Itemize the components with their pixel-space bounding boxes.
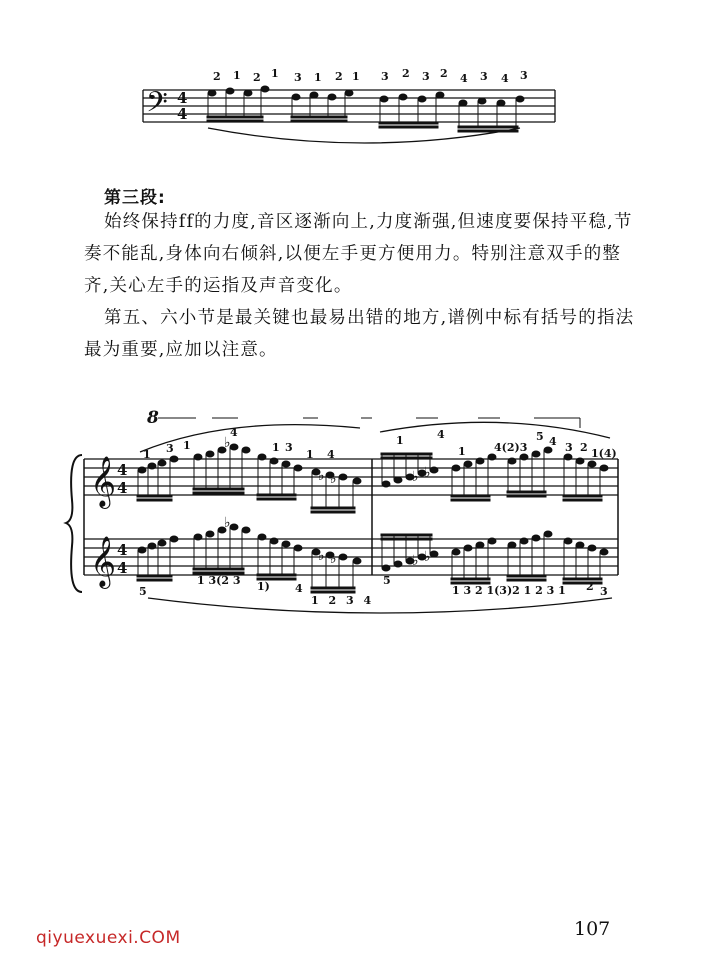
top-notes — [207, 86, 524, 132]
fingering: 3 — [480, 70, 488, 83]
svg-text:♭: ♭ — [224, 515, 231, 531]
fingering: 1 — [314, 71, 322, 84]
fingering: 5 — [383, 574, 391, 587]
paragraph-2: 第五、六小节是最关键也最易出错的地方,谱例中标有括号的指法最为重要,应加以注意。 — [84, 308, 635, 360]
fingering: 2 — [440, 67, 448, 80]
fingering: 4 — [460, 72, 468, 85]
treble-clef-upper: 𝄞 — [90, 456, 117, 507]
fingering: 3 — [422, 70, 430, 83]
fingering: 1 — [306, 448, 314, 461]
fingering: 3 — [565, 441, 573, 454]
fingering: 1(4) — [591, 447, 617, 460]
section-heading: 第三段: — [104, 188, 166, 208]
svg-text:♭: ♭ — [412, 469, 419, 485]
svg-text:♭: ♭ — [424, 465, 431, 481]
paragraph-1: 始终保持ff的力度,音区逐渐向上,力度渐强,但速度要保持平稳,节奏不能乱,身体向右倾斜,以便左手更方便用力。特别注意双手的整齐,关心左手的运指及声音变化。 — [84, 212, 633, 296]
fingering: 1 3 2 1(3)2 1 2 3 1 — [452, 584, 566, 597]
fingering: 2 — [335, 70, 343, 83]
grand-staff-brace — [66, 455, 82, 592]
octave-mark: 8 — [147, 408, 159, 428]
svg-text:♭: ♭ — [412, 553, 419, 569]
fingering: 4 — [230, 426, 238, 439]
fingering: 1) — [257, 580, 270, 593]
lower-notes-m1 — [137, 524, 361, 593]
fingering: 3 — [285, 441, 293, 454]
lower-flats — [224, 515, 337, 567]
fingering: 4 — [501, 72, 509, 85]
fingering: 4(2)3 — [494, 441, 528, 454]
fingering: 1 — [271, 67, 279, 80]
top-fingerings — [213, 67, 528, 85]
fingering: 2 — [253, 71, 261, 84]
time-sig-top-numerator: 4 — [177, 89, 188, 107]
time-sig-lower-num: 4 — [117, 541, 128, 559]
svg-text:♭: ♭ — [330, 471, 337, 487]
fingering: 1 — [396, 434, 404, 447]
time-sig-lower-den: 4 — [117, 559, 128, 577]
fingering: 1 2 3 4 — [311, 594, 375, 607]
svg-text:♭: ♭ — [224, 435, 231, 451]
fingering: 3 — [600, 585, 608, 598]
time-sig-upper-num: 4 — [117, 461, 128, 479]
fingering: 4 — [549, 435, 557, 448]
time-sig-top-denominator: 4 — [177, 105, 188, 123]
fingering: 3 — [166, 442, 174, 455]
fingering: 4 — [295, 582, 303, 595]
fingering: 1 — [183, 439, 191, 452]
fingering: 2 — [580, 441, 588, 454]
fingering: 1 — [352, 70, 360, 83]
fingering: 2 — [402, 67, 410, 80]
fingering: 3 — [520, 69, 528, 82]
fingering: 1 — [143, 448, 151, 461]
fingering: 3 — [294, 71, 302, 84]
fingering: 4 — [327, 448, 335, 461]
fingering: 2 — [213, 70, 221, 83]
fingering: 2 — [586, 580, 594, 593]
fingering: 3 — [381, 70, 389, 83]
fingering: 5 — [139, 585, 147, 598]
fingering: 4 — [437, 428, 445, 441]
svg-text:♭: ♭ — [424, 549, 431, 565]
bass-clef: 𝄢 — [146, 86, 168, 126]
page-number: 107 — [574, 918, 611, 940]
bass-staff-top — [143, 90, 555, 143]
fingering: 1 3(2 3 — [197, 574, 241, 587]
fingering: 1 — [233, 69, 241, 82]
upper-flats — [224, 435, 337, 487]
fingering: 1 — [458, 445, 466, 458]
site-watermark: qiyuexuexi.COM — [36, 928, 181, 948]
treble-clef-lower: 𝄞 — [90, 536, 117, 587]
fingering: 5 — [536, 430, 544, 443]
svg-text:♭: ♭ — [318, 548, 325, 564]
fingering: 1 — [272, 441, 280, 454]
svg-text:♭: ♭ — [330, 551, 337, 567]
svg-text:♭: ♭ — [318, 468, 325, 484]
time-sig-upper-den: 4 — [117, 479, 128, 497]
